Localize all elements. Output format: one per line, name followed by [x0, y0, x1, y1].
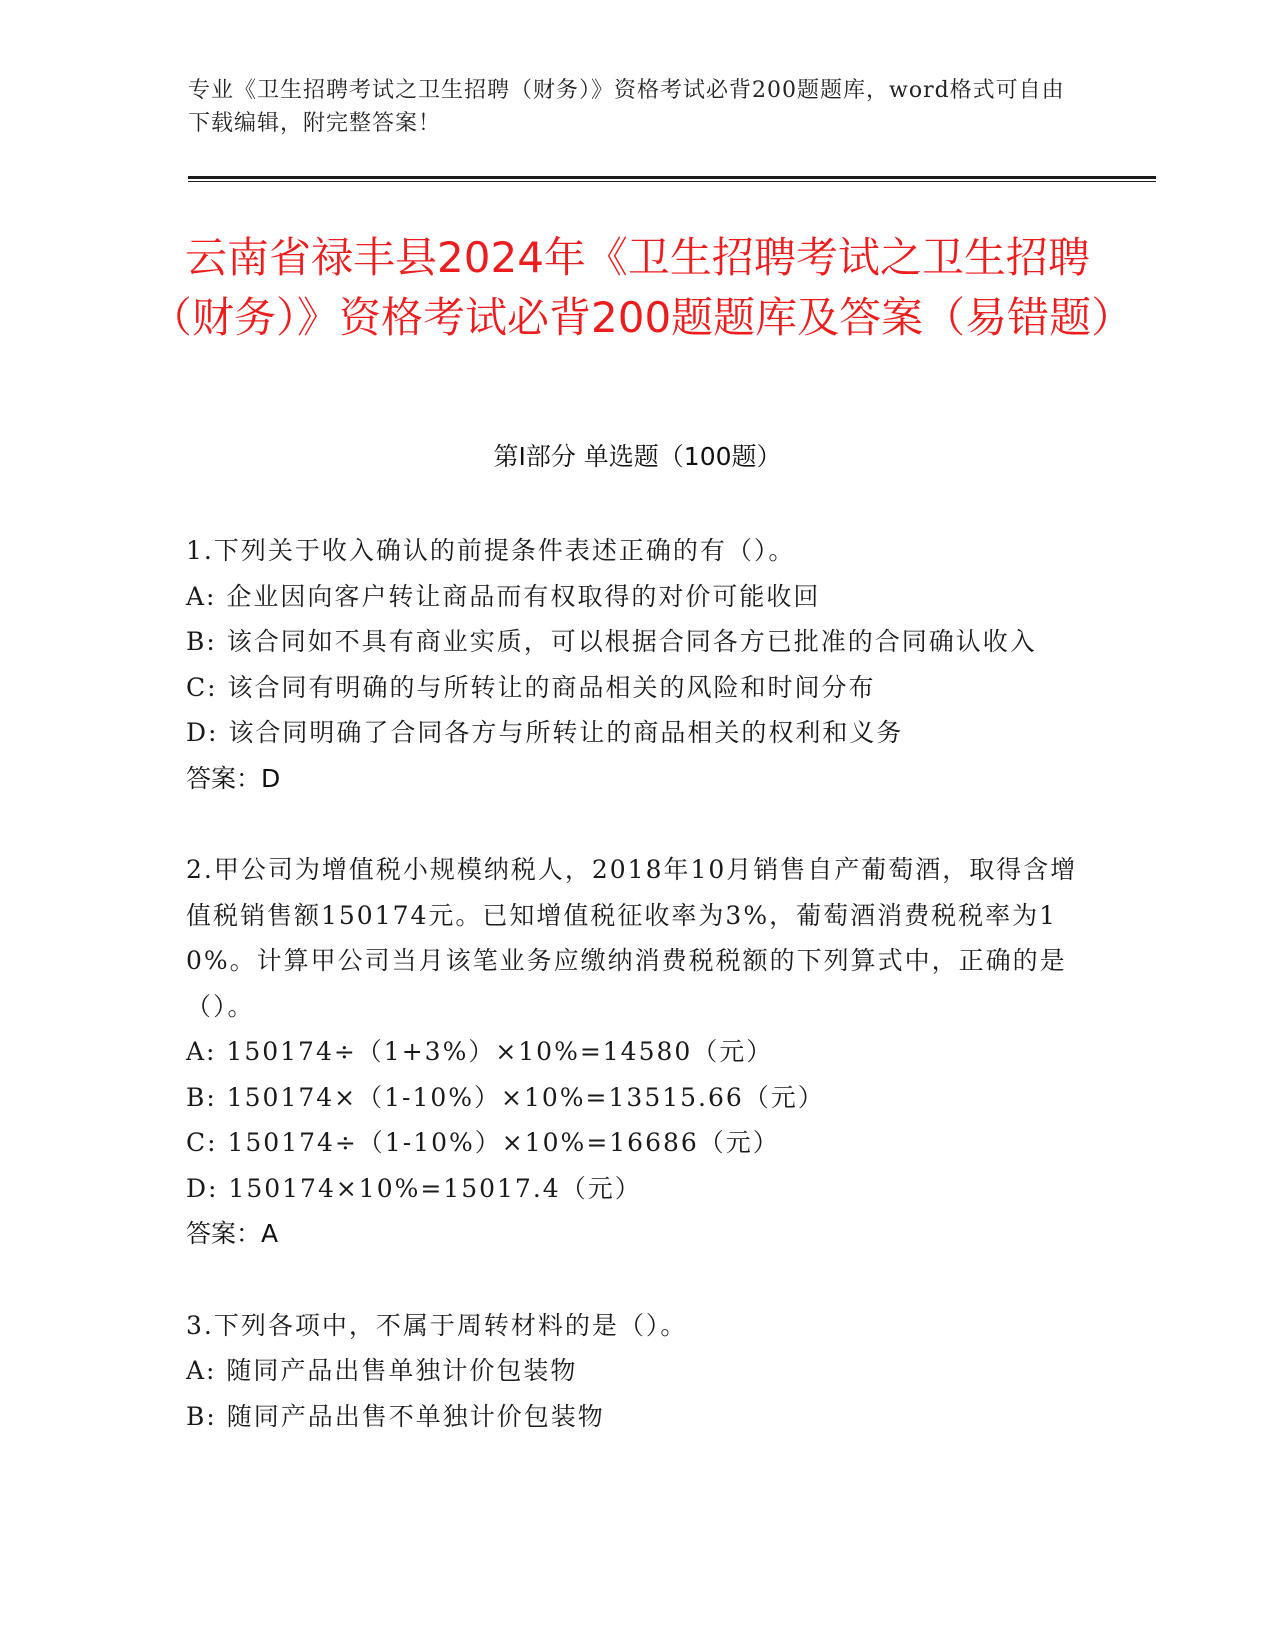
document-title: 云南省禄丰县2024年《卫生招聘考试之卫生招聘（财务）》资格考试必背200题题库及答案（易错题） — [150, 233, 1134, 342]
header-rule-thick — [188, 176, 1156, 179]
question-1 — [186, 528, 1086, 801]
header-note: 专业《卫生招聘考试之卫生招聘（财务）》资格考试必背200题题库，word格式可自由下载编辑，附完整答案！ — [188, 78, 1065, 136]
question-stem: 2.甲公司为增值税小规模纳税人，2018年10月销售自产葡萄酒，取得含增值税销售额150174元。已知增值税征收率为3%，葡萄酒消费税税率为10%。计算甲公司当月该笔业务应缴纳消费税税额的下列算式中，正确的是（）。 — [186, 855, 1078, 1021]
option-b: B: 150174×（1-10%）×10%=13515.66（元） — [186, 1082, 825, 1112]
option-d: D: 150174×10%=15017.4（元） — [186, 1173, 642, 1203]
question-stem: 3.下列各项中，不属于周转材料的是（）。 — [186, 1310, 688, 1340]
option-b: B: 该合同如不具有商业实质，可以根据合同各方已批准的合同确认收入 — [186, 627, 1037, 656]
section-heading: 第Ⅰ部分 单选题（100题） — [493, 442, 782, 471]
option-c: C: 该合同有明确的与所转让的商品相关的风险和时间分布 — [186, 672, 876, 702]
option-a: A: 企业因向客户转让商品而有权取得的对价可能收回 — [186, 581, 821, 611]
question-stem: 1.下列关于收入确认的前提条件表述正确的有（）。 — [186, 536, 796, 565]
option-b: B: 随同产品出售不单独计价包装物 — [186, 1401, 605, 1431]
question-3 — [186, 1303, 1086, 1440]
question-2 — [186, 847, 1086, 1257]
option-a: A: 150174÷（1+3%）×10%=14580（元） — [186, 1037, 774, 1066]
option-d: D: 该合同明确了合同各方与所转让的商品相关的权利和义务 — [186, 718, 904, 747]
option-a: A: 随同产品出售单独计价包装物 — [186, 1356, 578, 1385]
question-list — [186, 528, 1086, 1485]
header-rule-thin — [188, 181, 1156, 182]
option-c: C: 150174÷（1-10%）×10%=16686（元） — [186, 1128, 780, 1157]
answer: 答案：D — [186, 763, 281, 793]
answer: 答案：A — [186, 1219, 279, 1248]
